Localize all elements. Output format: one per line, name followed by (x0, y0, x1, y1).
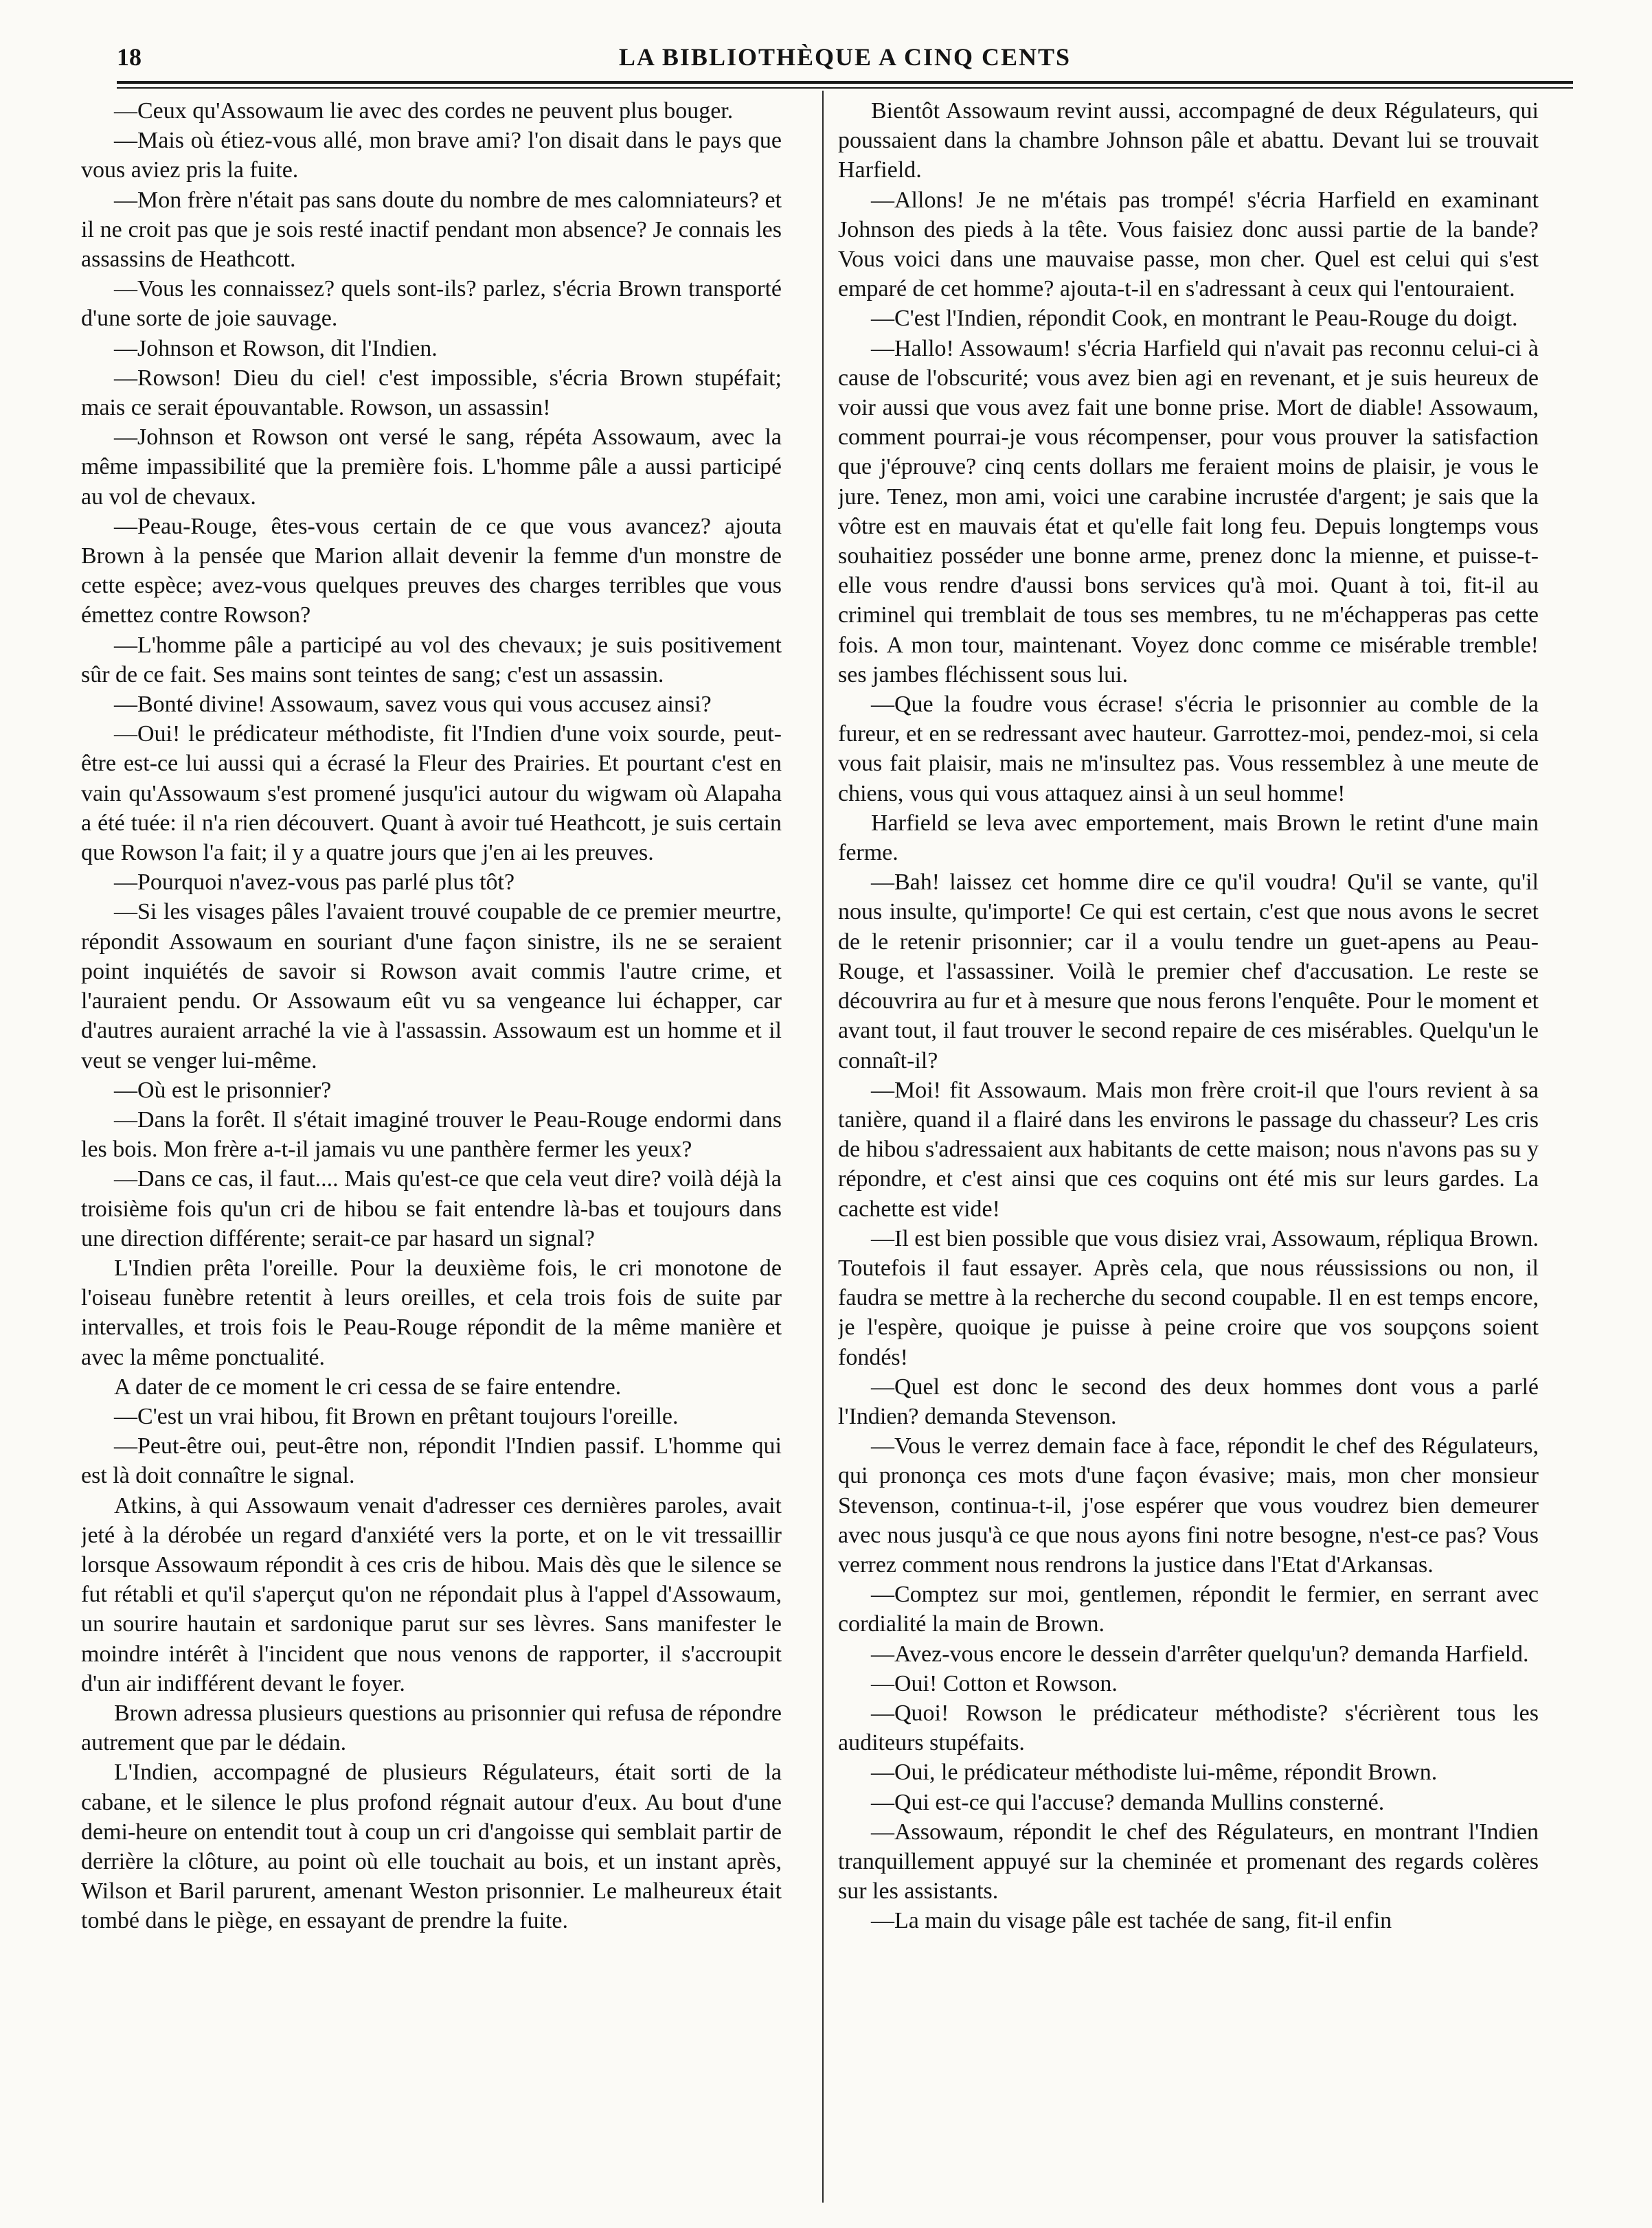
paragraph: —Comptez sur moi, gentlemen, répondit le fermier, en serrant avec cordialité la main de Brown. (838, 1582, 1539, 1637)
paragraph: L'Indien, accompagné de plusieurs Régulateurs, était sorti de la cabane, et le silence le plus profond régnait autour d'eux. Au bout d'une demi-heure on entendit tout à coup un cri d'angoisse qui semblait partir de derrière la clôture, au point où elle touchait au bois, et un instant après, Wilson et Baril parurent, amenant Weston prisonnier. Le malheureux était tombé dans le piège, en essayant de prendre la fuite. (81, 1760, 782, 1934)
paragraph: A dater de ce moment le cri cessa de se faire entendre. (114, 1374, 622, 1400)
paragraph: —Quoi! Rowson le prédicateur méthodiste? s'écrièrent tous les auditeurs stupéfaits. (838, 1700, 1539, 1756)
paragraph: —Oui, le prédicateur méthodiste lui-même, répondit Brown. (871, 1760, 1438, 1786)
paragraph: —Mais où étiez-vous allé, mon brave ami? l'on disait dans le pays que vous aviez pris la fuite. (81, 128, 782, 183)
paragraph: —L'homme pâle a participé au vol des chevaux; je suis positivement sûr de ce fait. Ses mains sont teintes de sang; c'est un assassin. (81, 632, 782, 687)
paragraph: —Dans ce cas, il faut.... Mais qu'est-ce que cela veut dire? voilà déjà la troisième fois qu'un cri de hibou se fait entendre là-bas et toujours dans une direction différente; serait-ce par hasard un signal? (81, 1166, 782, 1251)
header-rule-thin (117, 87, 1573, 89)
paragraph: —Qui est-ce qui l'accuse? demanda Mullins consterné. (871, 1789, 1385, 1815)
paragraph: —C'est l'Indien, répondit Cook, en montrant le Peau-Rouge du doigt. (871, 306, 1518, 332)
paragraph: —Bah! laissez cet homme dire ce qu'il voudra! Qu'il se vante, qu'il nous insulte, qu'importe! Ce qui est certain, c'est que nous avons le secret de le retenir prisonnier; car il a voulu tendre un guet-apens au Peau-Rouge, et l'assassiner. Voilà le premier chef d'accusation. Le reste se découvrira au fur et à mesure que nous ferons l'enquête. Pour le moment et avant tout, il faut trouver le second repaire de ces misérables. Quelqu'un le connaît-il? (838, 869, 1539, 1073)
paragraph: —Peut-être oui, peut-être non, répondit l'Indien passif. L'homme qui est là doit connaître le signal. (81, 1433, 782, 1489)
paragraph: —Johnson et Rowson, dit l'Indien. (114, 335, 438, 361)
running-title: LA BIBLIOTHÈQUE A CINQ CENTS (618, 43, 1072, 71)
paragraph: —Oui! le prédicateur méthodiste, fit l'Indien d'une voix sourde, peut-être est-ce lui aussi qui a écrasé la Fleur des Prairies. Et pourtant c'est en vain qu'Assowaum s'est promené jusqu'ici autour du wigwam où Alapaha a été tuée: il n'a rien découvert. Quant à avoir tué Heathcott, je suis certain que Rowson l'a fait; il y a quatre jours que j'en ai les preuves. (81, 721, 782, 866)
page-number: 18 (117, 43, 142, 71)
paragraph: —Si les visages pâles l'avaient trouvé coupable de ce premier meurtre, répondit Assowaum en souriant d'une façon sinistre, ils ne se seraient point inquiétés de savoir si Rowson avait commis l'autre crime, et l'auraient pendu. Or Assowaum eût vu sa vengeance lui échapper, car d'autres auraient arraché la vie à l'assassin. Assowaum est un homme et il veut se venger lui-même. (81, 899, 782, 1073)
paragraph: —Il est bien possible que vous disiez vrai, Assowaum, répliqua Brown. Toutefois il faut essayer. Après cela, que nous réussissions ou non, il faudra se mettre à la recherche du second coupable. Il en est temps encore, je l'espère, quoique je puisse à peine croire que vos soupçons soient fondés! (838, 1225, 1539, 1370)
paragraph: —Que la foudre vous écrase! s'écria le prisonnier au comble de la fureur, et en se redressant avec hauteur. Garrottez-moi, pendez-moi, si cela vous fait plaisir, mais ne m'insultez pas. Vous ressemblez à une meute de chiens, vous qui vous attaquez ainsi à un seul homme! (838, 692, 1539, 806)
paragraph: —Vous le verrez demain face à face, répondit le chef des Régulateurs, qui prononça ces mots d'une façon évasive; mais, mon cher monsieur Stevenson, continua-t-il, j'ose espérer que vous voudrez bien demeurer avec nous jusqu'à ce que nous ayons fini notre besogne, n'est-ce pas? Vous verrez comment nous rendrons la justice dans l'Etat d'Arkansas. (838, 1433, 1539, 1578)
paragraph: —Ceux qu'Assowaum lie avec des cordes ne peuvent plus bouger. (114, 98, 734, 124)
header-rule (117, 81, 1573, 84)
column-divider (822, 91, 824, 2203)
paragraph: —Bonté divine! Assowaum, savez vous qui vous accusez ainsi? (114, 692, 712, 718)
paragraph: —Allons! Je ne m'étais pas trompé! s'écria Harfield en examinant Johnson des pieds à la tête. Vous faisiez donc aussi partie de la bande? Vous voici dans une mauvaise passe, mon cher. Quel est celui qui s'est emparé de cet homme? ajouta-t-il en s'adressant à ceux qui l'entouraient. (838, 187, 1539, 302)
paragraph: —Où est le prisonnier? (114, 1077, 332, 1103)
paragraph: —Assowaum, répondit le chef des Régulateurs, en montrant l'Indien tranquillement appuyé sur la cheminée et promenant des regards colères sur les assistants. (838, 1819, 1539, 1905)
left-column (81, 96, 782, 2205)
paragraph: —Quel est donc le second des deux hommes dont vous a parlé l'Indien? demanda Stevenson. (838, 1374, 1539, 1429)
paragraph: —Pourquoi n'avez-vous pas parlé plus tôt? (114, 869, 515, 896)
paragraph: —Oui! Cotton et Rowson. (871, 1670, 1118, 1696)
paragraph: Bientôt Assowaum revint aussi, accompagné de deux Régulateurs, qui poussaient dans la chambre Johnson pâle et abattu. Devant lui se trouvait Harfield. (838, 98, 1539, 183)
paragraph: —Dans la forêt. Il s'était imaginé trouver le Peau-Rouge endormi dans les bois. Mon frère a-t-il jamais vu une panthère fermer les yeux? (81, 1106, 782, 1163)
paragraph: —Hallo! Assowaum! s'écria Harfield qui n'avait pas reconnu celui-ci à cause de l'obscurité; vous avez bien agi en revenant, et je suis heureux de voir aussi que vous avez fait une bonne prise. Mort de diable! Assowaum, comment pourrai-je vous récompenser, pour vous prouver la satisfaction que j'éprouve? cinq cents dollars me feraient moins de plaisir, je vous le jure. Tenez, mon ami, voici une carabine incrustée d'argent; je sais que la vôtre est en mauvais état et qu'elle fait long feu. Depuis longtemps vous souhaitiez posséder une bonne arme, prenez donc la mienne, et puisse-t-elle vous rendre d'aussi bons services qu'à moi. Quant à toi, fit-il au criminel qui tremblait de tous ses membres, tu ne m'échapperas pas cette fois. A mon tour, maintenant. Voyez donc comme ce misérable tremble! ses jambes fléchissent sous lui. (838, 335, 1539, 687)
page-header (117, 43, 1573, 84)
paragraph: Atkins, à qui Assowaum venait d'adresser ces dernières paroles, avait jeté à la dérobée un regard d'anxiété vers la porte, et on le vit tressaillir lorsque Assowaum répondit à ces cris de hibou. Mais dès que le silence se fut rétabli et qu'il s'aperçut qu'on ne répondait plus à l'appel d'Assowaum, un sourire hautain et sardonique parut sur ses lèvres. Sans manifester le moindre intérêt à l'incident que nous venons de rapporter, il s'accroupit d'un air indifférent devant le foyer. (81, 1492, 782, 1696)
paragraph: —Peau-Rouge, êtes-vous certain de ce que vous avancez? ajouta Brown à la pensée que Marion allait devenir la femme d'un monstre de cette espèce; avez-vous quelques preuves des charges terribles que vous émettez contre Rowson? (81, 513, 782, 628)
paragraph: —Johnson et Rowson ont versé le sang, répéta Assowaum, avec la même impassibilité que la première fois. L'homme pâle a aussi participé au vol de chevaux. (81, 424, 782, 510)
paragraph: —Vous les connaissez? quels sont-ils? parlez, s'écria Brown transporté d'une sorte de joie sauvage. (81, 276, 782, 332)
paragraph: —Mon frère n'était pas sans doute du nombre de mes calomniateurs? et il ne croit pas que je sois resté inactif pendant mon absence? Je connais les assassins de Heathcott. (81, 187, 782, 273)
paragraph: Brown adressa plusieurs questions au prisonnier qui refusa de répondre autrement que par le dédain. (81, 1700, 782, 1756)
paragraph: —C'est un vrai hibou, fit Brown en prêtant toujours l'oreille. (114, 1403, 679, 1429)
paragraph: —Rowson! Dieu du ciel! c'est impossible, s'écria Brown stupéfait; mais ce serait épouvantable. Rowson, un assassin! (81, 365, 782, 421)
paragraph: —Avez-vous encore le dessein d'arrêter quelqu'un? demanda Harfield. (871, 1641, 1529, 1667)
paragraph: L'Indien prêta l'oreille. Pour la deuxième fois, le cri monotone de l'oiseau funèbre retentit à leurs oreilles, et cela trois fois de suite par intervalles, et trois fois le Peau-Rouge répondit de la même manière et avec la même ponctualité. (81, 1255, 782, 1370)
paragraph: Harfield se leva avec emportement, mais Brown le retint d'une main ferme. (838, 810, 1539, 866)
paragraph: —La main du visage pâle est tachée de sang, fit-il enfin (871, 1908, 1392, 1934)
right-column (838, 96, 1539, 2205)
paragraph: —Moi! fit Assowaum. Mais mon frère croit-il que l'ours revient à sa tanière, quand il a flairé dans les environs le passage du chasseur? Les cris de hibou s'adressaient aux habitants de cette maison; nous n'avons pas su y répondre, et c'est ainsi que ces coquins ont été mis sur leurs gardes. La cachette est vide! (838, 1077, 1539, 1222)
